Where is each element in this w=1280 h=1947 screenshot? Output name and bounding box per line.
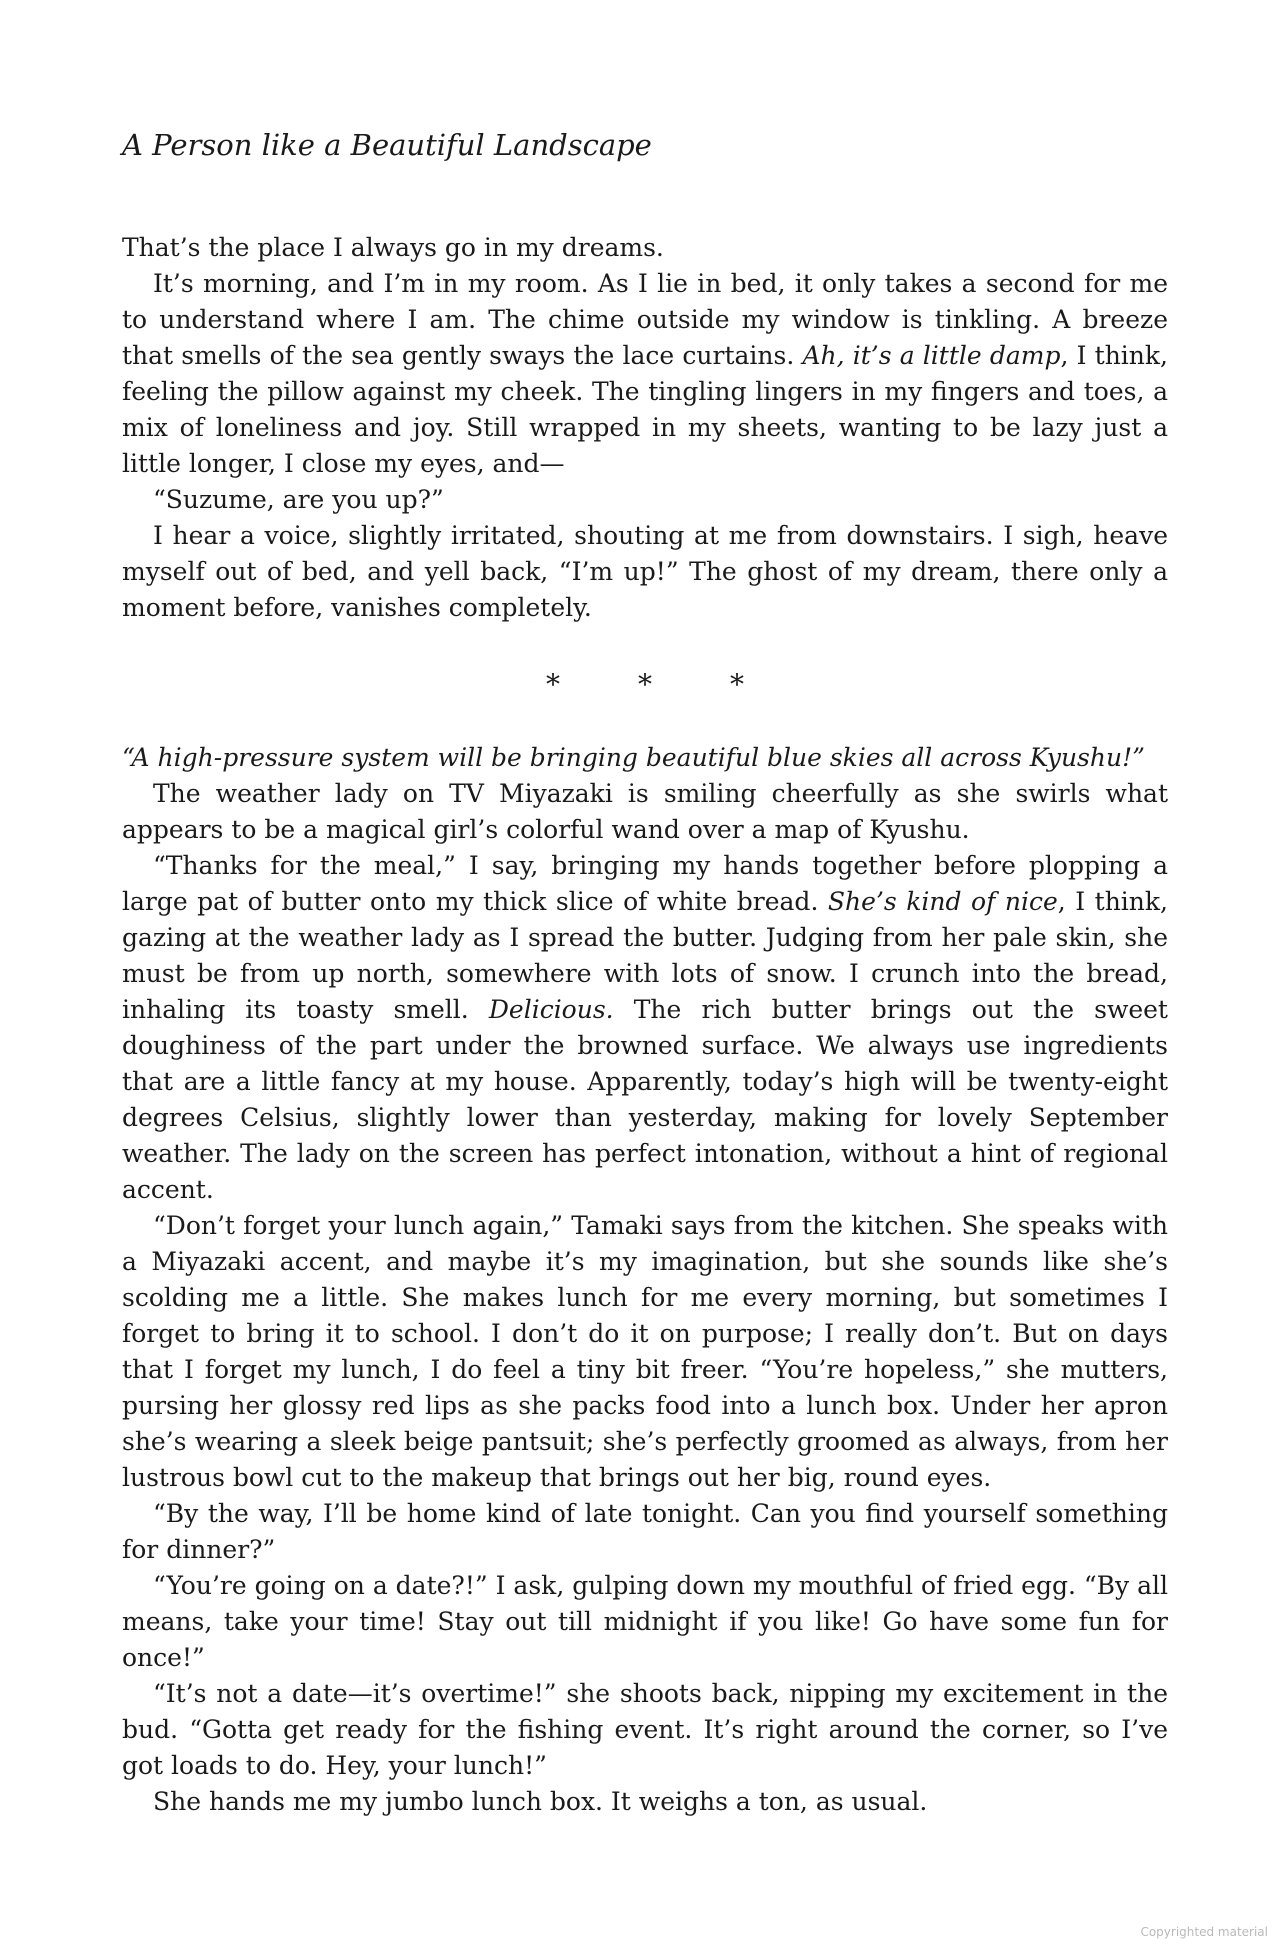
paragraph-text: , I think, feeling the pillow against my cheek. The tingling lingers in my fingers and toes, a mix of loneliness and joy. Still wrapped in my sheets, wanting to be lazy just a little longer, I close my eyes, and— xyxy=(122,341,1168,478)
paragraph xyxy=(122,1208,1168,1496)
paragraph xyxy=(122,1784,1168,1820)
paragraph-text: It’s morning, and I’m in my room. As I lie in bed, it only takes a second for me to understand where I am. The chime outside my window is tinkling. A breeze that smells of the sea gently sways the lace curtains. xyxy=(122,269,1168,370)
italic-text: She’s kind of nice xyxy=(827,887,1058,916)
paragraph-text: “Thanks for the meal,” I say, bringing my hands together before plopping a large pat of butter onto my thick slice of white bread. xyxy=(122,851,1168,916)
paragraph-text: The rich butter brings out the sweet doughiness of the part under the browned surface. We always use ingredients that are a little fancy at my house. Apparently, today’s high will be twenty-eight degrees Celsius, slightly lower than yesterday, making for lovely September weather. The lady on the screen has perfect intonation, without a hint of regional accent. xyxy=(122,995,1168,1204)
copyright-watermark: Copyrighted material xyxy=(1140,1925,1268,1939)
scene-break-asterisk: * xyxy=(638,668,652,701)
paragraph xyxy=(122,266,1168,482)
paragraph-text: She hands me my jumbo lunch box. It weighs a ton, as usual. xyxy=(153,1787,928,1816)
paragraph xyxy=(122,230,1168,266)
scene-break xyxy=(122,668,1168,701)
scene-break-asterisk: * xyxy=(546,668,560,701)
paragraph xyxy=(122,1568,1168,1676)
section-two xyxy=(122,740,1168,1820)
paragraph-text: “By the way, I’ll be home kind of late tonight. Can you find yourself something for dinner?” xyxy=(122,1499,1168,1564)
paragraph xyxy=(122,518,1168,626)
paragraph-text: That’s the place I always go in my dreams. xyxy=(122,233,664,262)
paragraph-text: “Suzume, are you up?” xyxy=(153,485,444,514)
paragraph xyxy=(122,740,1168,776)
paragraph-text: “Don’t forget your lunch again,” Tamaki says from the kitchen. She speaks with a Miyazaki accent, and maybe it’s my imagination, but she sounds like she’s scolding me a little. She makes lunch for me every morning, but sometimes I forget to bring it to school. I don’t do it on purpose; I really don’t. But on days that I forget my lunch, I do feel a tiny bit freer. “You’re hopeless,” she mutters, pursing her glossy red lips as she packs food into a lunch box. Under her apron she’s wearing a sleek beige pantsuit; she’s perfectly groomed as always, from her lustrous bowl cut to the makeup that brings out her big, round eyes. xyxy=(122,1211,1168,1492)
italic-text: “A high-pressure system will be bringing beautiful blue skies all across Kyushu!” xyxy=(122,743,1145,772)
scene-break-asterisk: * xyxy=(730,668,744,701)
chapter-title: A Person like a Beautiful Landscape xyxy=(122,128,652,162)
italic-text: Delicious. xyxy=(488,995,614,1024)
paragraph xyxy=(122,776,1168,848)
paragraph xyxy=(122,1676,1168,1784)
paragraph-text: , I think, gazing at the weather lady as I spread the butter. Judging from her pale skin, she must be from up north, somewhere with lots of snow. I crunch into the bread, inhaling its toasty smell. xyxy=(122,887,1168,1024)
paragraph xyxy=(122,482,1168,518)
paragraph xyxy=(122,848,1168,1208)
paragraph-text: “You’re going on a date?!” I ask, gulping down my mouthful of fried egg. “By all means, take your time! Stay out till midnight if you like! Go have some fun for once!” xyxy=(122,1571,1168,1672)
paragraph-text: The weather lady on TV Miyazaki is smiling cheerfully as she swirls what appears to be a magical girl’s colorful wand over a map of Kyushu. xyxy=(122,779,1168,844)
paragraph xyxy=(122,1496,1168,1568)
paragraph-text: I hear a voice, slightly irritated, shouting at me from downstairs. I sigh, heave myself out of bed, and yell back, “I’m up!” The ghost of my dream, there only a moment before, vanishes completely. xyxy=(122,521,1168,622)
section-one xyxy=(122,230,1168,626)
paragraph-text: “It’s not a date—it’s overtime!” she shoots back, nipping my excitement in the bud. “Gotta get ready for the fishing event. It’s right around the corner, so I’ve got loads to do. Hey, your lunch!” xyxy=(122,1679,1168,1780)
italic-text: Ah, it’s a little damp xyxy=(802,341,1061,370)
